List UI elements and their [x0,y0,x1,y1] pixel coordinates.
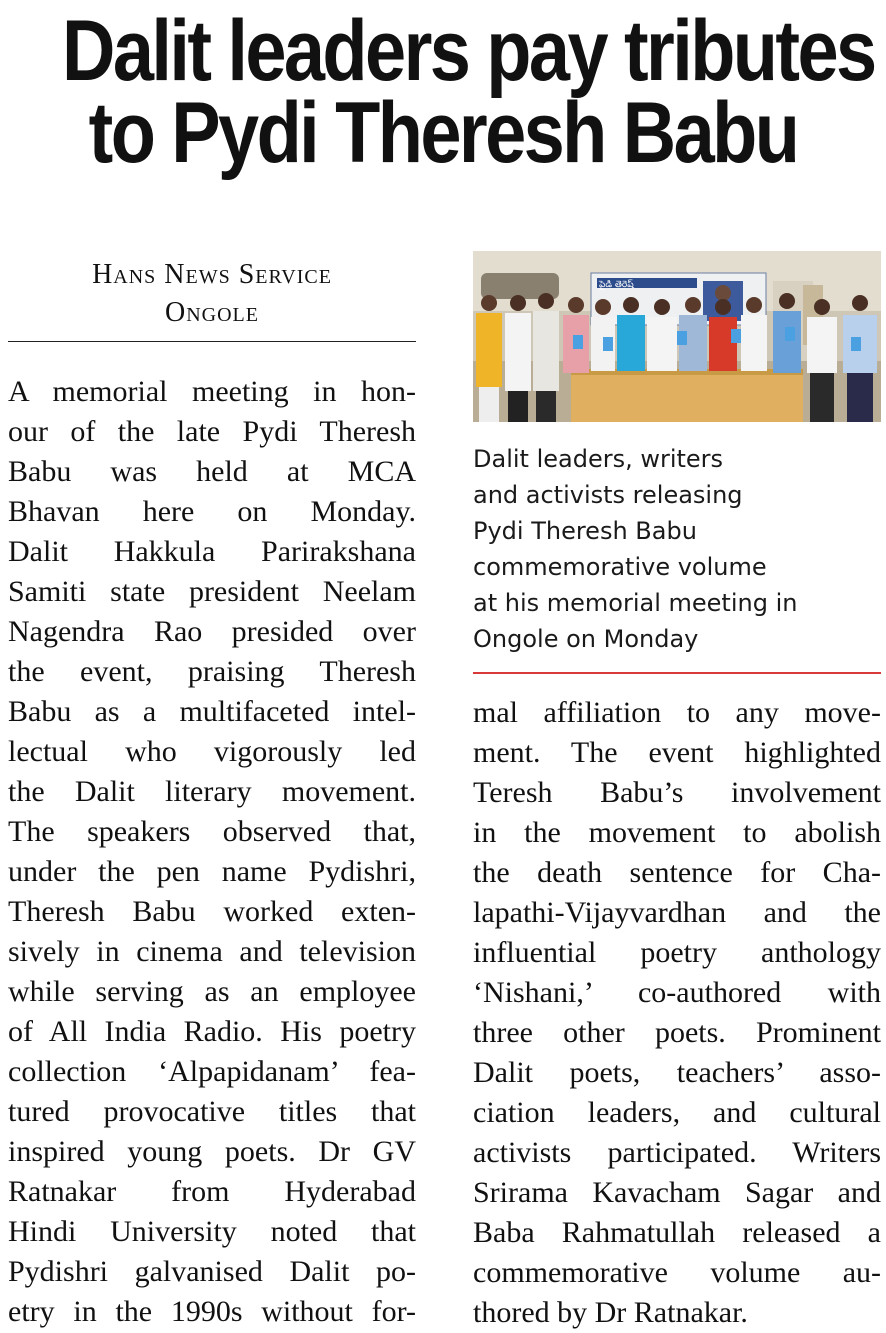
article-line: the Dalit literary movement. [8,775,416,808]
byline-agency: Hans News Service [92,259,332,290]
article-line: Srirama Kavacham Sagar and [473,1176,881,1209]
headline-line-2: to Pydi Theresh Babu [88,85,798,181]
article-line: Theresh Babu worked exten- [8,895,416,928]
article-line: ment. The event highlighted [473,736,881,769]
article-line: the event, praising Theresh [8,655,416,688]
byline [8,256,416,332]
article-line: Babu as a multifaceted intel- [8,695,416,728]
photo-caption [473,441,881,657]
article-line: inspired young poets. Dr GV [8,1135,416,1168]
article-line: Teresh Babu’s involvement [473,776,881,809]
caption-line: commemorative volume [473,553,767,581]
article-line: our of the late Pydi Theresh [8,415,416,448]
caption-line: Ongole on Monday [473,625,699,653]
banner-text: పైడి తెరెష్ [599,280,634,290]
article-line: in the movement to abolish [473,816,881,849]
article-line: Nagendra Rao presided over [8,615,416,648]
article-line: lectual who vigorously led [8,735,416,768]
article-line: Bhavan here on Monday. [8,495,416,528]
article-line: Ratnakar from Hyderabad [8,1175,416,1208]
article-line: A memorial meeting in hon- [8,375,416,408]
caption-line: at his memorial meeting in [473,589,798,617]
article-right-column [473,693,881,1333]
caption-line: Pydi Theresh Babu [473,517,697,545]
article-line: under the pen name Pydishri, [8,855,416,888]
article-line: etry in the 1990s without for- [8,1295,416,1328]
article-left-column [8,372,416,1332]
caption-line: Dalit leaders, writers [473,445,724,473]
headline-line-1: Dalit leaders pay tributes [62,3,875,99]
article-line: Dalit Hakkula Parirakshana [8,535,416,568]
headline [62,0,875,181]
article-line: tured provocative titles that [8,1095,416,1128]
caption-line: and activists releasing [473,481,743,509]
article-line: commemorative volume au- [473,1256,881,1289]
article-line: Babu was held at MCA [8,455,416,488]
article-line: of All India Radio. His poetry [8,1015,416,1048]
article-line: Pydishri galvanised Dalit po- [8,1255,416,1288]
article-line: Hindi University noted that [8,1215,416,1248]
article-line: sively in cinema and television [8,935,416,968]
news-photo [473,251,881,422]
article-line: three other poets. Prominent [473,1016,881,1049]
article-line: influential poetry anthology [473,936,881,969]
byline-divider [8,341,416,342]
article-line: Samiti state president Neelam [8,575,416,608]
article-line: while serving as an employee [8,975,416,1008]
article-line: Baba Rahmatullah released a [473,1216,881,1249]
article-line: the death sentence for Cha- [473,856,881,889]
article-line: thored by Dr Ratnakar. [473,1296,748,1329]
byline-location: Ongole [165,297,259,328]
article-line: ‘Nishani,’ co-authored with [473,976,881,1009]
caption-divider [473,672,881,674]
article-line: lapathi-Vijayvardhan and the [473,896,881,929]
article-line: The speakers observed that, [8,815,416,848]
article-line: activists participated. Writers [473,1136,881,1169]
article-line: ciation leaders, and cultural [473,1096,881,1129]
article-line: mal affiliation to any move- [473,696,881,729]
article-line: Dalit poets, teachers’ asso- [473,1056,881,1089]
article-line: collection ‘Alpapidanam’ fea- [8,1055,416,1088]
